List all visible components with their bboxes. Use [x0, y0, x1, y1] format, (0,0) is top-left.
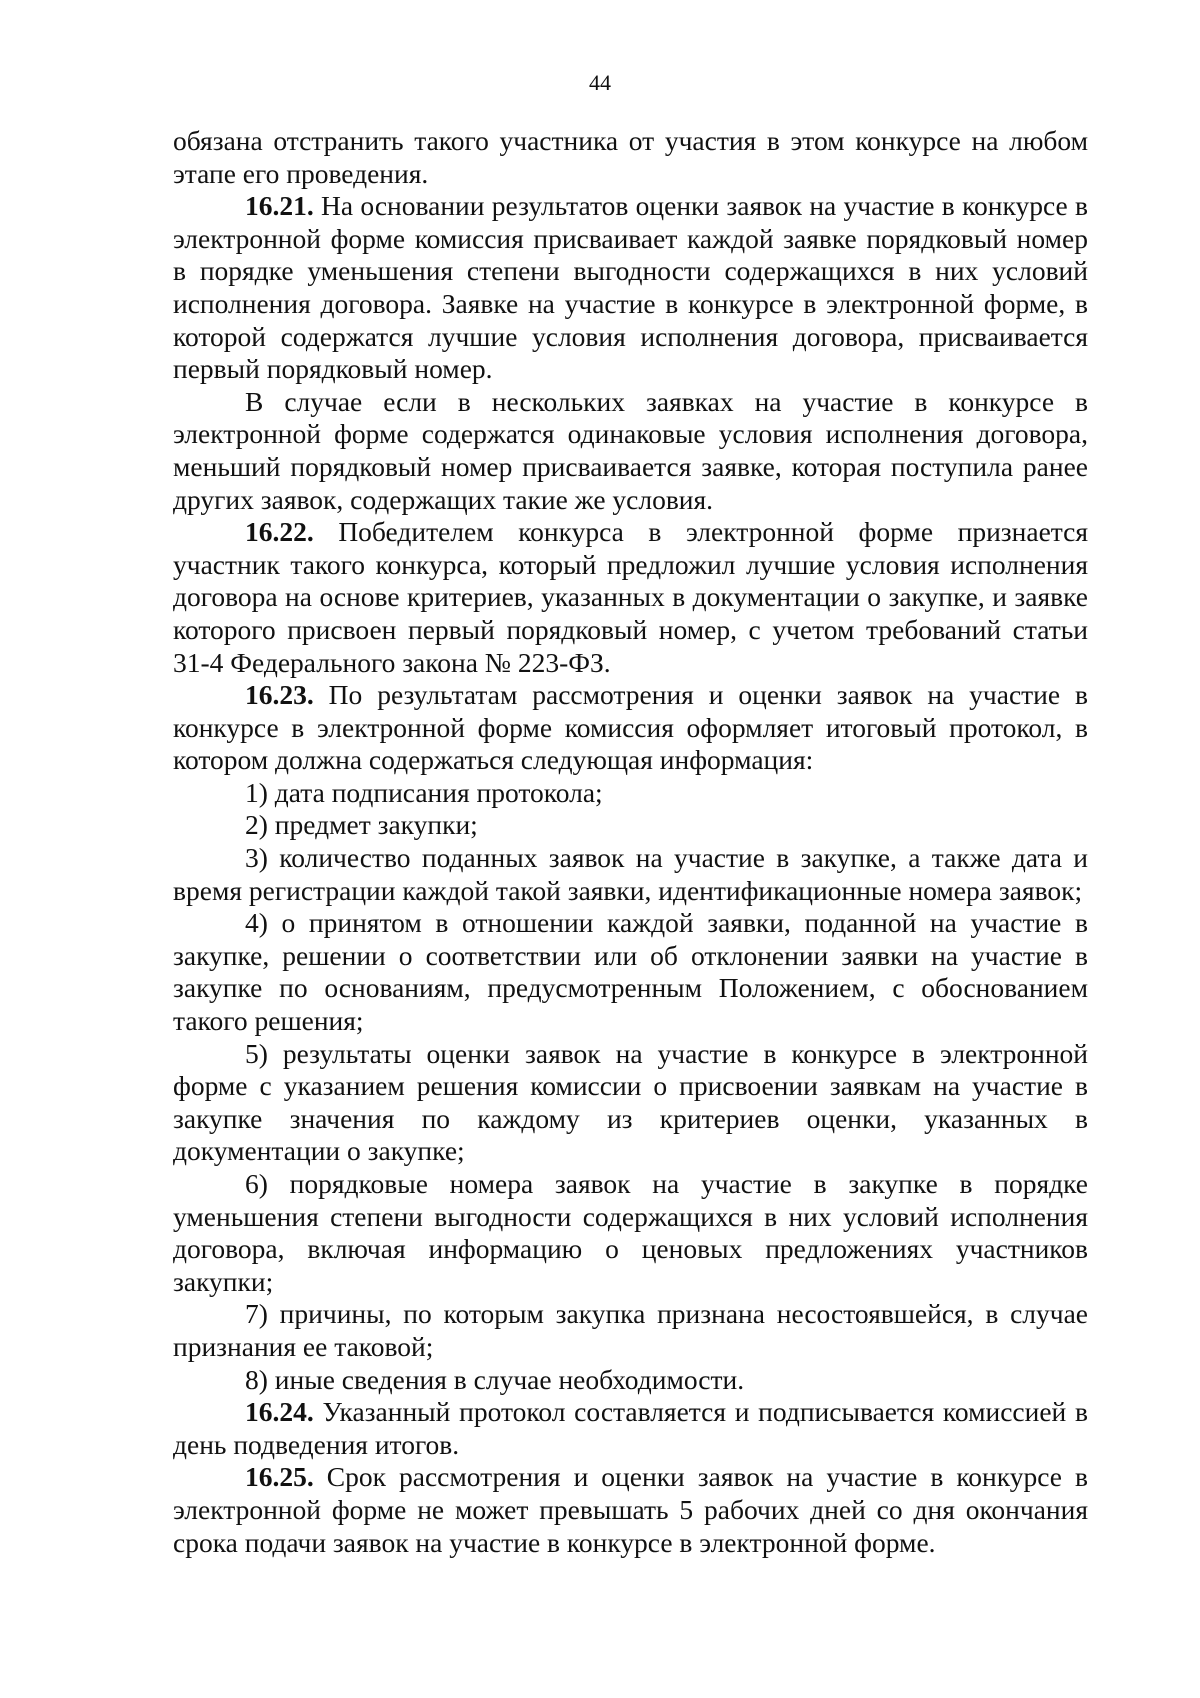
list-item: 5) результаты оценки заявок на участие в конкурсе в электронной форме с указанием решения комиссии о присвоении заявкам на участие в закупке значения по каждому из критериев оценки, указанных в документации о закупке;: [173, 1037, 1088, 1167]
clause-text: Победителем конкурса в электронной форме признается участник такого конкурса, который предложил лучшие условия исполнения договора на основе критериев, указанных в документации о закупке, и заявке которого присвоен первый порядковый номер, с учетом требований статьи 31-4 Федерального закона № 223-ФЗ.: [173, 516, 1088, 678]
list-item: 1) дата подписания протокола;: [245, 776, 603, 808]
clause-text: Срок рассмотрения и оценки заявок на участие в конкурсе в электронной форме не может превышать 5 рабочих дней со дня окончания срока подачи заявок на участие в конкурсе в электронной форме.: [173, 1461, 1088, 1558]
clause-number: 16.25.: [245, 1461, 314, 1493]
clause-16-22: [173, 516, 1088, 679]
clause-text: Указанный протокол составляется и подписывается комиссией в день подведения итогов.: [173, 1396, 1088, 1460]
list-item: 4) о принятом в отношении каждой заявки, поданной на участие в закупке, решении о соответствии или об отклонении заявки на участие в закупке по основаниям, предусмотренным Положением, с обоснованием такого решения;: [173, 907, 1088, 1037]
clause-number: 16.23.: [245, 679, 314, 711]
clause-number: 16.21.: [245, 190, 314, 222]
clause-text: По результатам рассмотрения и оценки заявок на участие в конкурсе в электронной форме комиссия оформляет итоговый протокол, в котором должна содержаться следующая информация:: [173, 679, 1088, 776]
list-item: 8) иные сведения в случае необходимости.: [245, 1363, 745, 1395]
paragraph-continuation: обязана отстранить такого участника от участия в этом конкурсе на любом этапе его проведения.: [173, 125, 1088, 189]
list-item: 6) порядковые номера заявок на участие в закупке в порядке уменьшения степени выгодности содержащихся в них условий исполнения договора, включая информацию о ценовых предложениях участников закупки;: [173, 1168, 1088, 1297]
document-body: [173, 125, 1088, 1559]
clause-number: 16.22.: [245, 516, 314, 548]
clause-16-21: [173, 190, 1088, 386]
clause-number: 16.24.: [245, 1396, 314, 1428]
list-item: 7) причины, по которым закупка признана несостоявшейся, в случае признания ее таковой;: [173, 1298, 1088, 1362]
page-number: 44: [589, 70, 611, 95]
clause-16-25: [173, 1461, 1088, 1559]
list-item: 3) количество поданных заявок на участие в закупке, а также дата и время регистрации каждой такой заявки, идентификационные номера заявок;: [173, 842, 1088, 906]
list-item: 2) предмет закупки;: [245, 809, 478, 841]
paragraph-tie-rule: В случае если в нескольких заявках на участие в конкурсе в электронной форме содержатся одинаковые условия исполнения договора, меньший порядковый номер присваивается заявке, которая поступила ранее других заявок, содержащих такие же условия.: [173, 385, 1088, 515]
clause-16-23: [173, 679, 1088, 777]
clause-text: На основании результатов оценки заявок на участие в конкурсе в электронной форме комиссия присваивает каждой заявке порядковый номер в порядке уменьшения степени выгодности содержащихся в них условий исполнения договора. Заявке на участие в конкурсе в электронной форме, в которой содержатся лучшие условия исполнения договора, присваивается первый порядковый номер.: [173, 190, 1088, 385]
clause-16-24: [173, 1396, 1088, 1461]
